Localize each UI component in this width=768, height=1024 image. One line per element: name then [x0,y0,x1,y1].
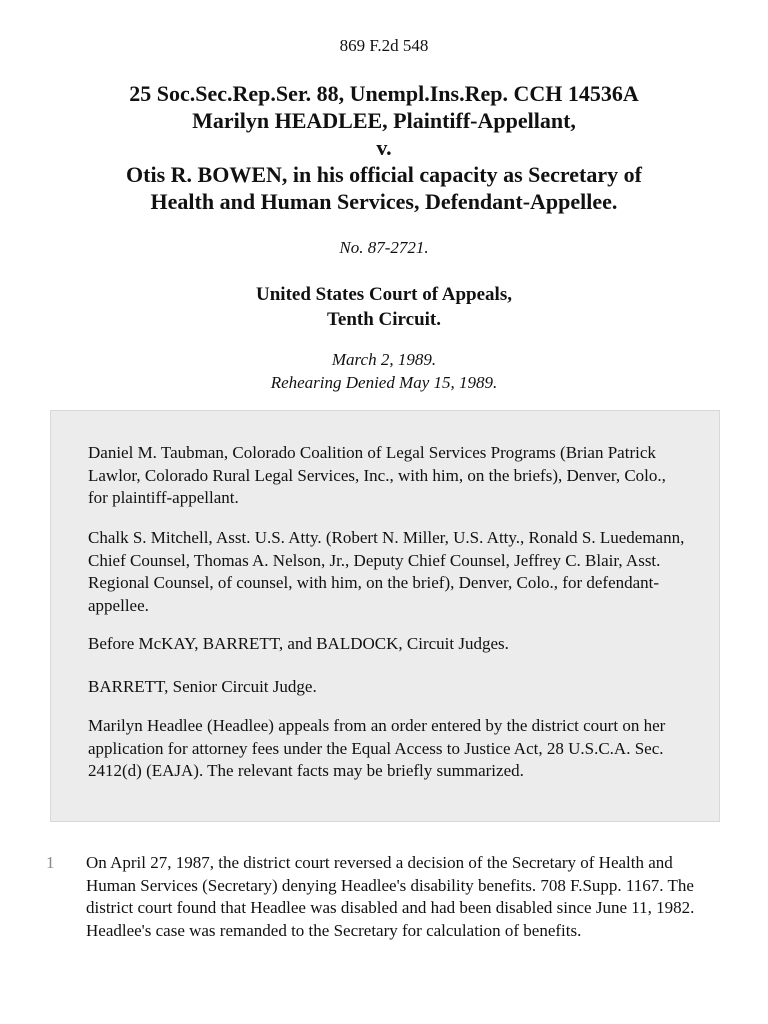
appellee-name-continued: Health and Human Services, Defendant-Appellee. [150,189,618,214]
paragraph-number: 1 [46,853,55,872]
appellee-name: Otis R. BOWEN, in his official capacity as Secretary of [126,162,642,187]
decision-date: March 2, 1989. [331,350,437,369]
counsel-appellant: Daniel M. Taubman, Colorado Coalition of Legal Services Programs (Brian Patrick Lawlor, Colorado Rural Legal Services, Inc., with him, on the briefs), Denver, Colo., for plaintiff-appellant. [88,443,666,507]
case-dates [0,348,768,394]
opinion-paragraph: On April 27, 1987, the district court reversed a decision of the Secretary of Health and Human Services (Secretary) denying Headlee's disability benefits. 708 F.Supp. 1167. The district court found that Headlee was disabled and had been disabled since June 11, 1982. Headlee's case was remanded to the Secretary for calculation of benefits. [86,853,695,940]
rehearing-date: Rehearing Denied May 15, 1989. [270,373,498,392]
case-summary-box [50,410,720,822]
docket-number: No. 87-2721. [339,238,429,257]
opinion-author: BARRETT, Senior Circuit Judge. [88,677,317,696]
court-name-line1: United States Court of Appeals, [256,284,512,305]
case-caption [40,80,728,215]
versus-label: v. [376,135,392,160]
court-name-line2: Tenth Circuit. [326,309,442,330]
appellant-name: Marilyn HEADLEE, Plaintiff-Appellant, [192,108,576,133]
opinion-intro: Marilyn Headlee (Headlee) appeals from an order entered by the district court on her application for attorney fees under the Equal Access to Justice Act, 28 U.S.C.A. Sec. 2412(d) (EAJA). The relevant facts may be briefly summarized. [88,716,666,780]
judges-panel: Before McKAY, BARRETT, and BALDOCK, Circuit Judges. [88,634,509,653]
court-name [0,282,768,332]
counsel-appellee: Chalk S. Mitchell, Asst. U.S. Atty. (Robert N. Miller, U.S. Atty., Ronald S. Luedemann, Chief Counsel, Thomas A. Nelson, Jr., Deputy Chief Counsel, Jeffrey C. Blair, Asst. Regional Counsel, of counsel, with him, on the brief), Denver, Colo., for defendant-appellee. [88,528,685,615]
reporter-citations: 25 Soc.Sec.Rep.Ser. 88, Unempl.Ins.Rep. CCH 14536A [129,81,639,106]
case-citation: 869 F.2d 548 [339,36,429,55]
